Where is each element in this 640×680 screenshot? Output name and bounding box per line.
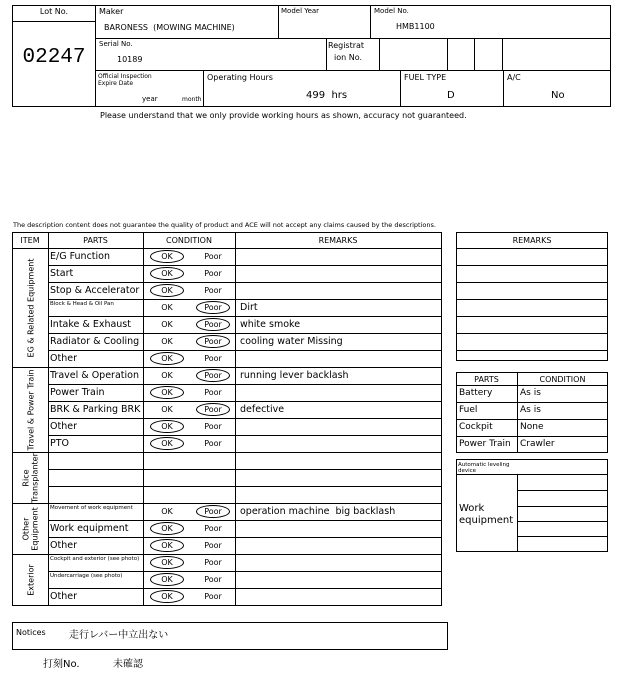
ok-label: OK	[161, 320, 173, 329]
lot-no-value: 02247	[22, 46, 86, 69]
model-no-label: Model No.	[374, 7, 409, 15]
remark-text: operation machine big backlash	[240, 506, 396, 517]
work-equipment-label: Work equipment	[459, 503, 514, 526]
part-name: Other	[50, 540, 77, 551]
stamp-value: 未確認	[113, 659, 143, 670]
disclaimer-text: The description content does not guarantee the quality of product and ACE will not accept any claims caused by the descriptions.	[13, 221, 436, 229]
ok-label: OK	[161, 303, 173, 312]
side-part-condition: Crawler	[520, 439, 555, 449]
side-remarks-header: REMARKS	[512, 236, 552, 245]
ok-label: OK	[161, 252, 173, 261]
part-name: Intake & Exhaust	[50, 319, 131, 330]
registration-label-1: Registrat	[328, 41, 365, 50]
serial-no-value: 10189	[117, 55, 143, 64]
side-part-condition: As is	[520, 388, 541, 398]
item-header: ITEM	[20, 236, 40, 245]
poor-label: Poor	[204, 303, 222, 312]
poor-label: Poor	[204, 320, 222, 329]
model-no-value: HMB1100	[396, 22, 435, 31]
poor-label: Poor	[204, 405, 222, 414]
part-name: Other	[50, 421, 77, 432]
ok-label: OK	[161, 575, 173, 584]
fuel-type-value: D	[447, 90, 455, 101]
serial-no-label: Serial No.	[99, 40, 133, 48]
operating-hours-label: Operating Hours	[207, 73, 273, 82]
condition-header: CONDITION	[166, 236, 212, 245]
model-year-label: Model Year	[281, 7, 320, 15]
remark-text: defective	[240, 404, 285, 415]
inspection-label-2: Expire Date	[98, 80, 134, 87]
part-name: Power Train	[50, 387, 105, 398]
side-part-name: Fuel	[459, 405, 478, 415]
group-label: Other Equipment	[21, 506, 39, 551]
part-name: Work equipment	[50, 523, 129, 534]
notices-label: Notices	[16, 628, 46, 637]
side-condition-header: CONDITION	[539, 375, 586, 384]
poor-label: Poor	[204, 524, 222, 533]
part-name: PTO	[50, 438, 70, 449]
poor-label: Poor	[204, 337, 222, 346]
poor-label: Poor	[204, 558, 222, 567]
ac-value: No	[551, 90, 565, 101]
lot-no-label: Lot No.	[39, 7, 69, 16]
ok-label: OK	[161, 354, 173, 363]
group-label: Exterior	[25, 563, 35, 596]
ok-label: OK	[161, 388, 173, 397]
ok-label: OK	[161, 541, 173, 550]
side-parts-header: PARTS	[474, 375, 499, 384]
side-part-name: Battery	[459, 388, 493, 398]
part-name: Travel & Operation	[50, 370, 139, 381]
remark-text: cooling water Missing	[240, 336, 343, 347]
notices-text: 走行レバー中立出ない	[69, 630, 169, 641]
side-part-condition: As is	[520, 405, 541, 415]
poor-label: Poor	[204, 269, 222, 278]
side-part-name: Cockpit	[459, 422, 493, 432]
side-part-name: Power Train	[459, 439, 511, 449]
remark-text: running lever backlash	[240, 370, 349, 381]
part-name: Stop & Accelerator	[50, 285, 140, 296]
poor-label: Poor	[204, 507, 222, 516]
poor-label: Poor	[204, 575, 222, 584]
poor-label: Poor	[204, 541, 222, 550]
ok-label: OK	[161, 286, 173, 295]
poor-label: Poor	[204, 252, 222, 261]
month-label: month	[182, 96, 202, 103]
poor-label: Poor	[204, 286, 222, 295]
part-name: Start	[50, 268, 74, 279]
auto-leveling-label: Automatic leveling device	[458, 462, 510, 474]
parts-header: PARTS	[83, 236, 108, 245]
operating-hours-value: 499 hrs	[306, 90, 348, 101]
poor-label: Poor	[204, 439, 222, 448]
poor-label: Poor	[204, 388, 222, 397]
maker-label: Maker	[99, 7, 124, 16]
ac-label: A/C	[507, 73, 521, 82]
poor-label: Poor	[204, 422, 222, 431]
part-name: Movement of work equipment	[50, 505, 133, 511]
group-label: EG & Related Equipment	[25, 258, 35, 357]
part-name: Other	[50, 353, 77, 364]
ok-label: OK	[161, 439, 173, 448]
registration-label-2: ion No.	[334, 53, 363, 62]
ok-label: OK	[161, 269, 173, 278]
stamp-label: 打刻No.	[43, 659, 80, 670]
part-name: Block & Head & Oil Pan	[50, 301, 114, 307]
remarks-header: REMARKS	[318, 236, 358, 245]
fuel-type-label: FUEL TYPE	[404, 73, 447, 82]
side-part-condition: None	[520, 422, 544, 432]
remark-text: white smoke	[240, 319, 301, 330]
part-name: E/G Function	[50, 251, 110, 262]
part-name: Cockpit and exterior (see photo)	[50, 556, 140, 562]
part-name: BRK & Parking BRK	[50, 404, 141, 415]
ok-label: OK	[161, 422, 173, 431]
ok-label: OK	[161, 524, 173, 533]
ok-label: OK	[161, 592, 173, 601]
year-label: year	[142, 95, 158, 103]
group-label: Rice Transplanter	[21, 452, 39, 503]
ok-label: OK	[161, 371, 173, 380]
ok-label: OK	[161, 558, 173, 567]
poor-label: Poor	[204, 371, 222, 380]
hours-note: Please understand that we only provide working hours as shown, accuracy not guaranteed.	[100, 111, 467, 120]
inspection-label-1: Official Inspection	[98, 73, 152, 80]
ok-label: OK	[161, 405, 173, 414]
maker-value: BARONESS (MOWING MACHINE)	[104, 23, 235, 32]
part-name: Other	[50, 591, 77, 602]
ok-label: OK	[161, 507, 173, 516]
part-name: Radiator & Cooling	[50, 336, 140, 347]
remark-text: Dirt	[240, 302, 258, 313]
part-name: Undercarriage (see photo)	[50, 573, 123, 579]
poor-label: Poor	[204, 354, 222, 363]
poor-label: Poor	[204, 592, 222, 601]
group-label: Travel & Power Train	[25, 368, 35, 451]
ok-label: OK	[161, 337, 173, 346]
